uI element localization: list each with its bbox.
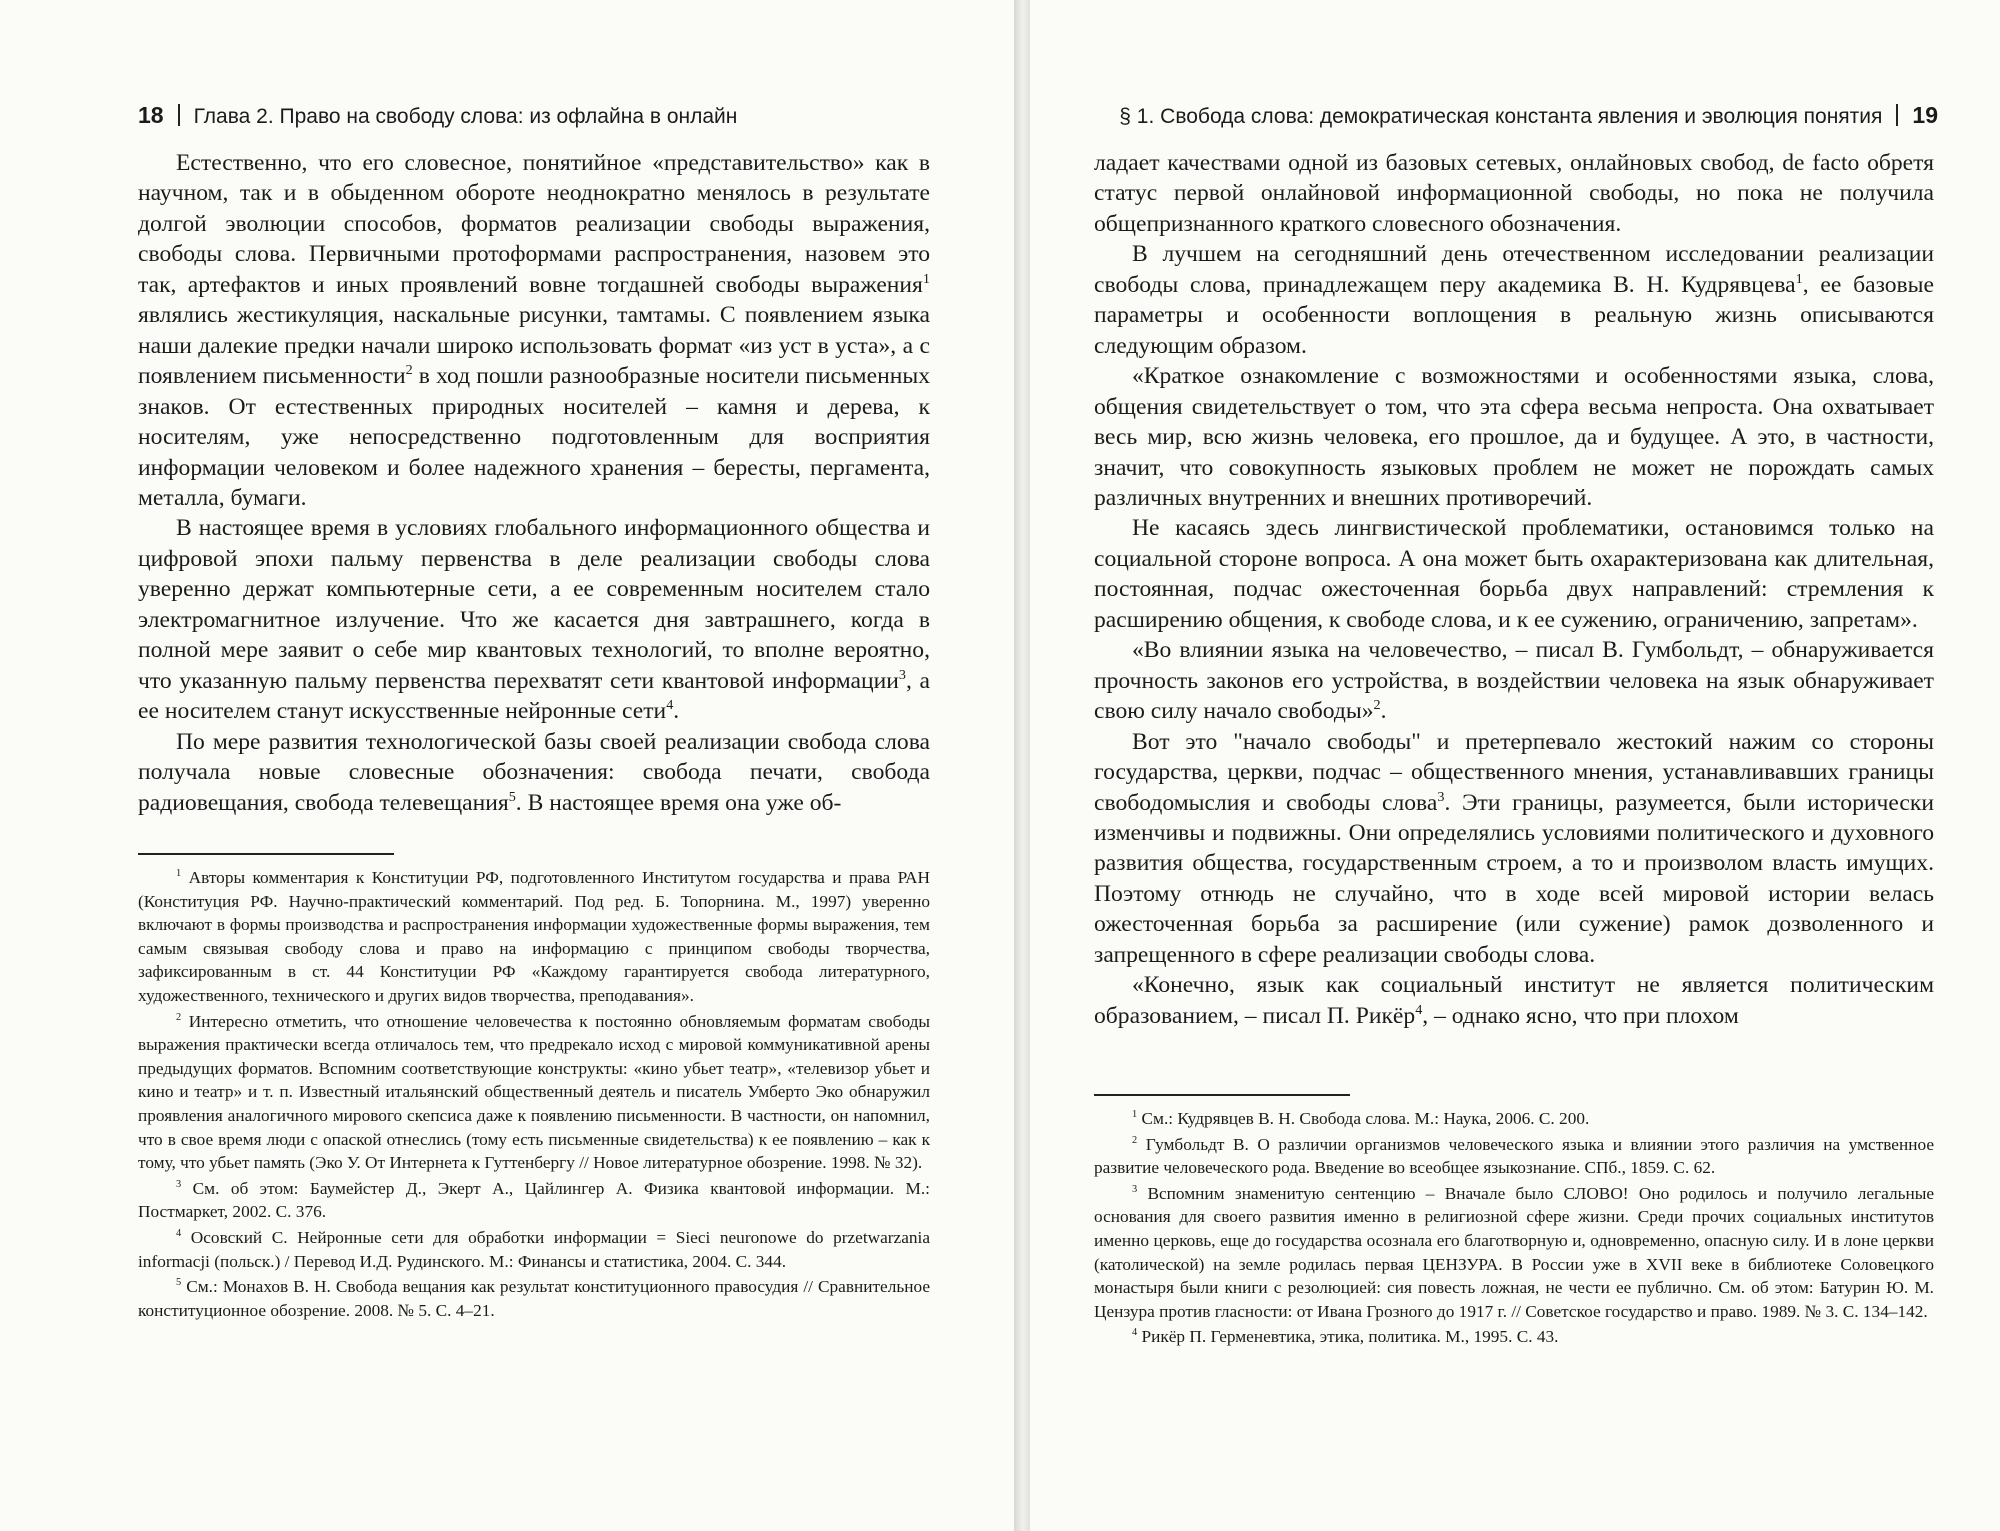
page-number: 19: [1912, 102, 1938, 128]
section-title: § 1. Свобода слова: демократическая константа явления и эволюция понятия: [1119, 105, 1883, 128]
paragraph: Естественно, что его словесное, понятийное «представительство» как в научном, так и в обыденном обороте неоднократно менялось в результате долгой эволюции способов, форматов реализации свободы выражения, свободы слова. Первичными протоформами распространения, назовем это так, артефактов и иных проявлений вовне тогдашней свободы выражения$^1$ являлись жестикуляция, наскальные рисунки, тамтамы. С появлением языка наши далекие предки начали широко использовать формат «из уст в уста», а с появлением письменности$^2$ в ход пошли разнообразные носители письменных знаков. От естественных природных носителей – камня и дерева, к носителям, уже непосредственно подготовленным для восприятия информации человеком и более надежного хранения – бересты, пергамента, металла, бумаги.: [138, 150, 930, 511]
footnote: $^3$ Вспомним знаменитую сентенцию – Вначале было СЛОВО! Оно родилось и получило легальные основания для своего развития именно в религиозной сфере жизни. Среди прочих социальных институтов именно церковь, еще до государства осознала его благотворную и, одновременно, опасную силу. И в лоне церкви (католической) на земле родилась первая ЦЕНЗУРА. В России уже в XVII веке в библиотеке Соловецкого монастыря были книги с резолюцией: сия повесть ложная, не чести ее публично. См. об этом: Батурин Ю. М. Цензура против гласности: от Ивана Грозного до 1917 г. // Советское государство и право. 1989. № 3. С. 134–142.: [1094, 1183, 1934, 1321]
footnote-ref: 1: [1795, 270, 1803, 287]
paragraph: ладает качествами одной из базовых сетевых, онлайновых свобод, de facto обретя статус первой онлайновой информационной свободы, но пока не получила общепризнанного краткого словесного обозначения.: [1094, 150, 1934, 237]
right-running-header: [1119, 100, 1938, 132]
footnote: $^1$ Авторы комментария к Конституции РФ, подготовленного Институтом государства и права РАН (Конституция РФ. Научно-практический комментарий. Под ред. Б. Топорнина. М., 1997) уверенно включают в формы производства и распространения информации художественные формы выражения, тем самым связывая свободу слова и право на информацию с принципом свободы творчества, зафиксированным в ст. 44 Конституции РФ «Каждому гарантируется свобода литературного, художественного, технического и других видов творчества, преподавания».: [138, 868, 930, 1005]
footnote-ref: 1: [922, 270, 930, 287]
paragraph: В лучшем на сегодняшний день отечественном исследовании реализации свободы слова, принадлежащем перу академика В. Н. Кудрявцева$^1$, ее базовые параметры и особенности воплощения в реальную жизнь описываются следующим образом.: [1094, 241, 1935, 359]
paragraph: «Конечно, язык как социальный институт не является политическим образованием, – писал П. Рикёр$^4$, – однако ясно, что при плохом: [1094, 972, 1934, 1029]
left-running-header: [138, 100, 737, 132]
book-gutter: [1014, 0, 1030, 1531]
footnote: $^3$ См. об этом: Баумейстер Д., Экерт А., Цайлингер А. Физика квантовой информации. М.: Постмаркет, 2002. С. 376.: [138, 1178, 930, 1222]
footnote: $^4$ Осовский С. Нейронные сети для обработки информации = Sieci neuronowe do przetwarzania informacji (польск.) / Перевод И.Д. Рудинского. М.: Финансы и статистика, 2004. С. 344.: [138, 1227, 930, 1271]
footnote: $^2$ Интересно отметить, что отношение человечества к постоянно обновляемым форматам свободы выражения практически всегда отличалось тем, что предрекало исход с мировой коммуникативной арены предыдущих форматов. Вспомним соответствующие конструкты: «кино убьет театр», «телевизор убьет и кино и театр» и т. п. Известный итальянский общественный деятель и писатель Умберто Эко обнаружил проявления аналогичного мирового скепсиса даже к появлению письменности. В частности, он напомнил, что в свое время люди с опаской отнеслись (тому есть письменные свидетельства) к ее появлению – как к тому, что убьет память (Эко У. От Интернета к Гуттенбергу // Новое литературное обозрение. 1998. № 32).: [138, 1011, 930, 1173]
footnote-ref: 4: [666, 697, 674, 714]
right-body-text: [1094, 148, 1934, 1031]
right-page: [1030, 0, 2000, 1531]
right-footnotes: [1094, 1107, 1934, 1351]
left-footnotes: [138, 866, 930, 1324]
paragraph: Не касаясь здесь лингвистической проблематики, остановимся только на социальной стороне вопроса. А она может быть охарактеризована как длительная, постоянная, подчас ожесточенная борьба двух направлений: стремления к расширению общения, к свободе слова, и к ее сужению, ограничению, запретам».: [1094, 515, 1934, 633]
paragraph: «Во влиянии языка на человечество, – писал В. Гумбольдт, – обнаруживается прочность законов его устройства, в воздействии человека на язык обнаруживает свою силу начало свободы»$^2$.: [1094, 637, 1934, 725]
paragraph: «Краткое ознакомление с возможностями и особенностями языка, слова, общения свидетельствует о том, что эта сфера весьма непроста. Она охватывает весь мир, всю жизнь человека, его прошлое, да и будущее. А это, в частности, значит, что совокупность языковых проблем не может не порождать самых различных внутренних и внешних противоречий.: [1094, 363, 1934, 511]
footnote-ref: 5: [508, 788, 516, 805]
header-divider: [178, 104, 180, 126]
footnote-ref: 2: [1373, 697, 1381, 714]
paragraph: В настоящее время в условиях глобального информационного общества и цифровой эпохи пальму первенства в деле реализации свободы слова уверенно держат компьютерные сети, а ее современным носителем стало электромагнитное излучение. Что же касается дня завтрашнего, когда в полной мере заявит о себе мир квантовых технологий, то вполне вероятно, что указанную пальму первенства перехватят сети квантовой информации$^3$, а ее носителем станут искусственные нейронные сети$^4$.: [138, 515, 930, 725]
footnote-ref: 3: [898, 666, 906, 683]
footnote-separator: [1094, 1094, 1350, 1096]
footnote-ref: 2: [405, 362, 413, 379]
chapter-title: Глава 2. Право на свободу слова: из офлайна в онлайн: [193, 105, 738, 128]
footnote-separator: [138, 853, 394, 855]
left-body-text: [138, 148, 930, 818]
page-number: 18: [138, 102, 164, 128]
header-divider: [1896, 104, 1898, 126]
footnote-ref: 4: [1415, 1001, 1423, 1018]
paragraph: По мере развития технологической базы своей реализации свобода слова получала новые словесные обозначения: свобода печати, свобода радиовещания, свобода телевещания$^5$. В настоящее время она уже об-: [138, 728, 930, 816]
footnote: $^5$ См.: Монахов В. Н. Свобода вещания как результат конституционного правосудия // Сравнительное конституционное обозрение. 2008. № 5. С. 4–21.: [138, 1277, 930, 1320]
footnote: $^4$ Рикёр П. Герменевтика, этика, политика. М., 1995. С. 43.: [1132, 1327, 1559, 1347]
paragraph: Вот это "начало свободы" и претерпевало жестокий нажим со стороны государства, церкви, подчас – общественного мнения, устанавливавших границы свободомыслия и свободы слова$^3$. Эти границы, разумеется, были исторически изменчивы и подвижны. Они определялись условиями политического и духовного развития общества, государственным строем, а то и произволом власть имущих. Поэтому отнюдь не случайно, что в ходе всей мировой истории велась ожесточенная борьба за расширение (или сужение) рамок дозволенного и запрещенного в сфере реализации свободы слова.: [1094, 728, 1934, 968]
footnote-ref: 3: [1437, 788, 1445, 805]
footnote: $^1$ См.: Кудрявцев В. Н. Свобода слова. М.: Наука, 2006. С. 200.: [1132, 1109, 1590, 1128]
footnote: $^2$ Гумбольдт В. О различии организмов человеческого языка и влиянии этого различия на умственное развитие человеческого рода. Введение во всеобщее языкознание. СПб., 1859. С. 62.: [1094, 1134, 1934, 1178]
